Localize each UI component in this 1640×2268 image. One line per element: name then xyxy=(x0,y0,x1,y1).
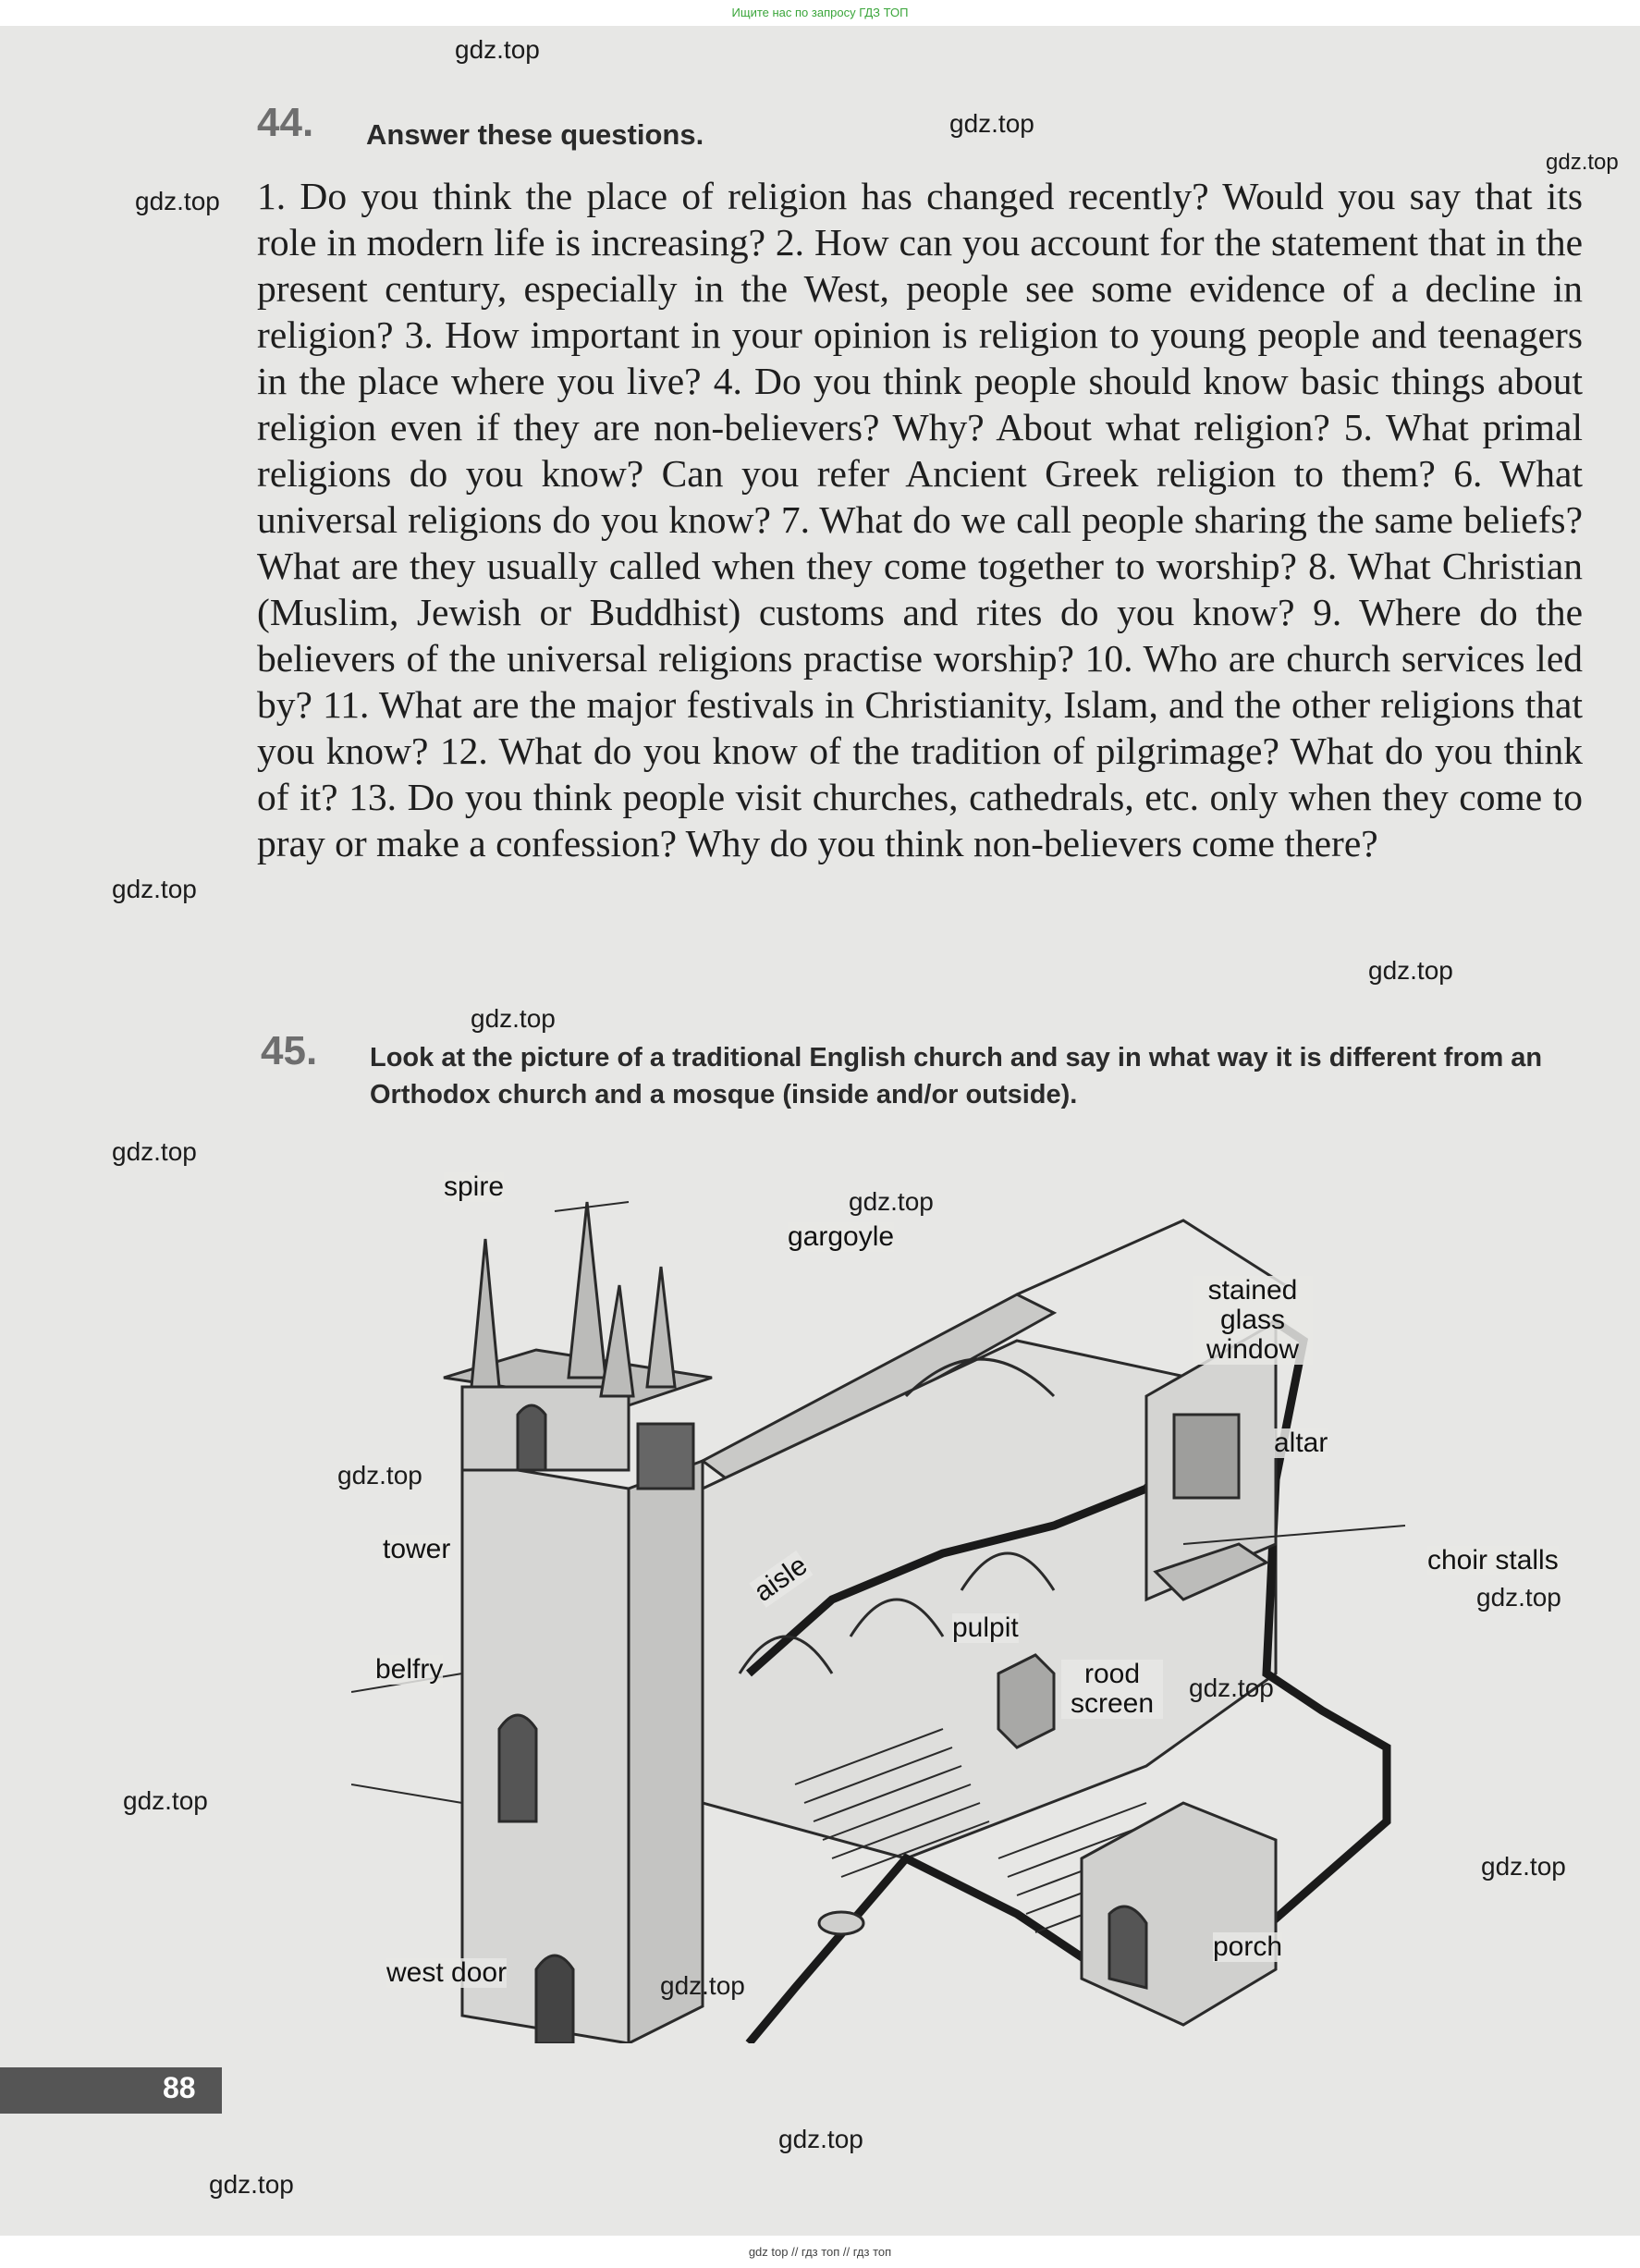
exercise-44-title: Answer these questions. xyxy=(366,118,704,151)
label-belfry: belfry xyxy=(375,1654,444,1685)
label-pulpit: pulpit xyxy=(952,1612,1019,1643)
label-gargoyle: gargoyle xyxy=(788,1221,895,1252)
watermark: gdz.top xyxy=(778,2125,863,2153)
bottom-banner: gdz top // гдз топ // гдз топ xyxy=(0,2236,1640,2268)
watermark: gdz.top xyxy=(135,187,220,215)
label-altar: altar xyxy=(1274,1428,1328,1458)
label-spire: spire xyxy=(444,1171,505,1202)
watermark: gdz.top xyxy=(1368,956,1453,985)
watermark: gdz.top xyxy=(660,1971,745,2000)
label-choir-stalls: choir stalls xyxy=(1427,1545,1559,1575)
watermark: gdz.top xyxy=(209,2170,294,2199)
exercise-45-number: 45. xyxy=(261,1028,318,1073)
label-aisle: aisle xyxy=(748,1550,814,1608)
watermark: gdz.top xyxy=(1481,1852,1566,1881)
watermark: gdz.top xyxy=(1546,150,1619,175)
watermark: gdz.top xyxy=(123,1786,208,1815)
watermark: gdz.top xyxy=(112,1137,197,1166)
top-banner: Ищите нас по запросу ГДЗ ТОП xyxy=(0,0,1640,26)
watermark: gdz.top xyxy=(849,1187,934,1216)
church-illustration xyxy=(351,1156,1553,2043)
exercise-45-title: Look at the picture of a traditional English church and say in what way it is different from an Orthodox church and a mosque (inside and/or outside). xyxy=(370,1043,1543,1109)
exercise-44-number: 44. xyxy=(257,100,314,145)
label-tower: tower xyxy=(383,1534,451,1564)
watermark: gdz.top xyxy=(455,35,540,64)
page-number: 88 xyxy=(163,2071,196,2104)
label-west-door: west door xyxy=(386,1957,508,1988)
label-stained-glass-window: stained glass window xyxy=(1193,1276,1313,1365)
watermark: gdz.top xyxy=(337,1461,422,1490)
watermark: gdz.top xyxy=(1476,1583,1561,1612)
label-porch: porch xyxy=(1213,1931,1283,1962)
watermark: gdz.top xyxy=(949,109,1034,138)
watermark: gdz.top xyxy=(1189,1673,1274,1702)
watermark: gdz.top xyxy=(112,875,197,903)
label-rood-screen: rood screen xyxy=(1061,1660,1163,1719)
exercise-44-questions: 1. Do you think the place of religion has changed recently? Would you say that its role in modern life is increasing? 2. How can you account for the statement that in the present century, especially in the West, people see some evidence of a decline in religion? 3. How important in your opinion is religion to young people and teenagers in the place where you live? 4. Do you think people should know basic things about religion even if they are non-believers? Why? About what religion? 5. What primal religions do you know? Can you refer Ancient Greek religion to them? 6. What universal religions do you know? 7. What do we call people sharing the same beliefs? What are they usually called when they come together to worship? 8. What Christian (Muslim, Jewish or Buddhist) customs and rites do you know? 9. Where do the believers of the universal religions practise worship? 10. Who are church services led by? 11. What are the major festivals in Christianity, Islam, and the other religions that you know? 12. What do you know of the tradition of pilgrimage? What do you think of it? 13. Do you think people visit churches, cathedrals, etc. only when they come to pray or make a confession? Why do you think non-believers come there? xyxy=(257,175,1583,864)
watermark: gdz.top xyxy=(471,1004,556,1033)
